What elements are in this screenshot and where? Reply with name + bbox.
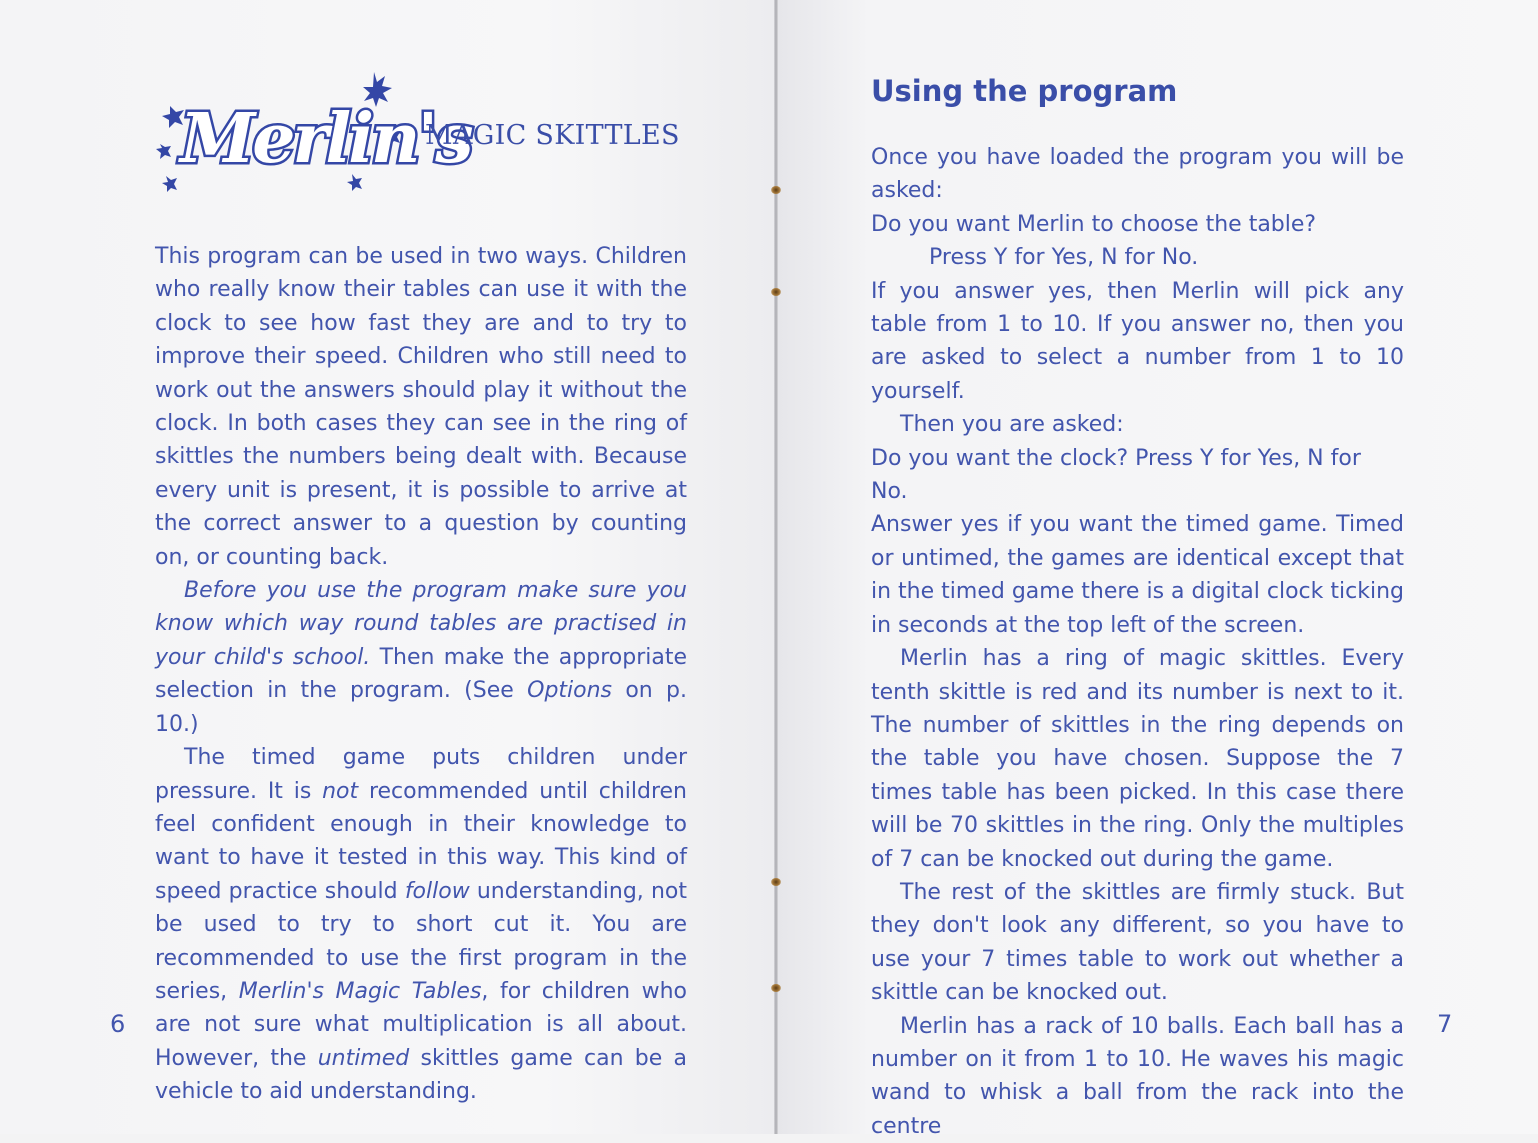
plain-text: on p. 10.)	[155, 678, 687, 737]
italic-text: untimed	[317, 1045, 410, 1071]
timed-game-paragraph	[155, 741, 687, 1108]
plain-text: , for children who are not sure what multiplication is all about. However, the	[155, 978, 688, 1071]
plain-text: understanding, not be used to try to short cut it. You are recommended to use the first program in the series,	[155, 878, 687, 1004]
page-number-left: 6	[110, 1010, 126, 1038]
plain-text: Then make the appropriate selection in the program. (See	[155, 644, 687, 704]
staple-mark	[771, 186, 781, 194]
prompt-clock: Do you want the clock? Press Y for Yes, N for No.	[871, 445, 1361, 505]
right-body-text	[871, 141, 1404, 1143]
prompt-choose-table: Do you want Merlin to choose the table?	[871, 211, 1317, 237]
svg-text:Merlin's: Merlin's	[180, 99, 471, 179]
timed-paragraph: Answer yes if you want the timed game. Timed or untimed, the games are identical except that in the timed game there is a digital clock ticking in seconds at the top left of the screen.	[871, 512, 1404, 638]
italic-text: not	[322, 778, 359, 804]
merlins-logo	[152, 66, 471, 198]
prompt-press-yn: Press Y for Yes, N for No.	[929, 245, 1199, 271]
staple-mark	[771, 288, 781, 296]
italic-text: Merlin's Magic Tables	[238, 978, 482, 1004]
options-paragraph	[155, 574, 687, 741]
answer-paragraph: If you answer yes, then Merlin will pick any table from 1 to 10. If you answer no, then you are asked to select a number from 1 to 10 yourself.	[871, 278, 1404, 404]
center-fold	[774, 0, 778, 1134]
page-title: MAGIC SKITTLES	[425, 120, 680, 151]
italic-text: Before you use the program make sure you know which way round tables are practised in your child's school.	[155, 578, 687, 670]
loaded-paragraph: Once you have loaded the program you will be asked:	[871, 145, 1404, 204]
then-asked-line: Then you are asked:	[900, 412, 1124, 438]
intro-paragraph: This program can be used in two ways. Children who really know their tables can use it with the clock to see how fast they are and to try to improve their speed. Children who still need to work out the answers should play it without the clock. In both cases they can see in the ring of skittles the numbers being dealt with. Because every unit is present, it is possible to arrive at the correct answer to a question by counting on, or counting back.	[155, 244, 687, 570]
italic-text: follow	[404, 878, 470, 904]
plain-text: The timed game puts children under pressure. It is	[155, 745, 687, 804]
staple-mark	[771, 878, 781, 886]
page-number-right: 7	[1437, 1010, 1453, 1038]
staple-mark	[771, 984, 781, 992]
italic-text: Options	[527, 678, 613, 704]
rack-paragraph: Merlin has a rack of 10 balls. Each ball has a number on it from 1 to 10. He waves his magic wand to whisk a ball from the rack into the centre	[871, 1013, 1404, 1139]
stuck-paragraph: The rest of the skittles are firmly stuck. But they don't look any different, so you have to use your 7 times table to work out whether a skittle can be knocked out.	[871, 879, 1404, 1006]
plain-text: recommended until children feel confident enough in their knowledge to want to have it tested in this way. This kind of speed practice should	[155, 778, 687, 904]
left-body-text	[155, 240, 687, 1109]
merlins-logo-art	[152, 66, 471, 198]
section-heading: Using the program	[871, 74, 1178, 108]
plain-text: skittles game can be a vehicle to aid understanding.	[155, 1045, 688, 1105]
skittles-paragraph: Merlin has a ring of magic skittles. Every tenth skittle is red and its number is next to it. The number of skittles in the ring depends on the table you have chosen. Suppose the 7 times table has been picked. In this case there will be 70 skittles in the ring. Only the multiples of 7 can be knocked out during the game.	[871, 646, 1404, 872]
